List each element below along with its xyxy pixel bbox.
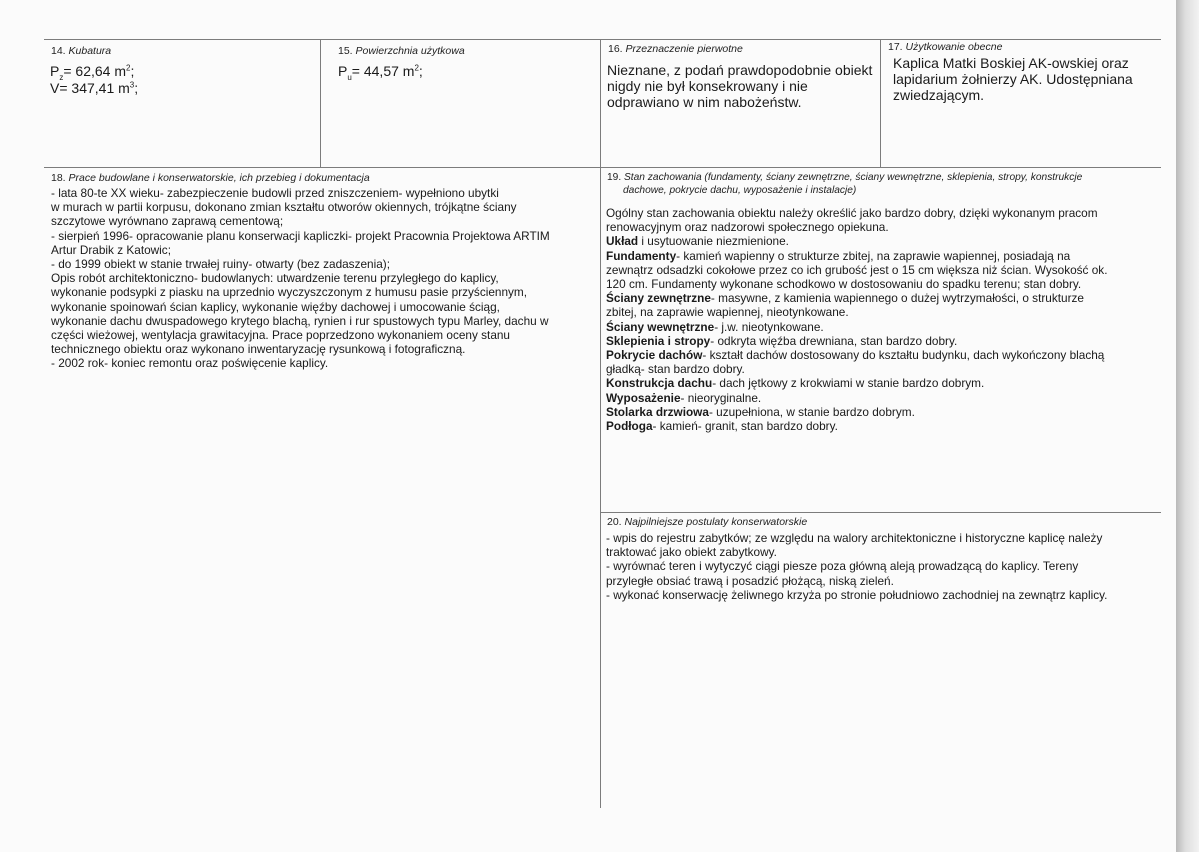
area-symbol: P bbox=[50, 63, 60, 79]
cell20-line: - wykonać konserwację żeliwnego krzyża po stronie południowo zachodniej na zewnątrz kaplicy. bbox=[606, 587, 1108, 602]
cell20-label bbox=[607, 516, 807, 528]
desc-pokrycie: - kształt dachów dostosowany do kształtu budynku, dach wykończony blachą bbox=[702, 348, 1105, 363]
col-divider-3 bbox=[880, 39, 881, 167]
cell18-line: wykonanie spoinowań ścian kaplicy, wykonanie więźby dachowej i umocowanie ściąg, bbox=[51, 299, 500, 314]
col-divider-main bbox=[600, 39, 601, 808]
cell18-label bbox=[51, 172, 370, 184]
cell19-item-konstrukcja bbox=[606, 376, 1166, 390]
page-edge-shadow bbox=[1176, 0, 1199, 852]
cell15-label bbox=[338, 45, 465, 57]
cell15-usable-area-value bbox=[338, 63, 423, 82]
term-sciany-zewnetrzne: Ściany zewnętrzne bbox=[606, 291, 711, 306]
desc-wyposazenie: - nieoryginalne. bbox=[680, 390, 762, 405]
cell20-line: - wpis do rejestru zabytków; ze względu na walory architektoniczne i historyczne kaplicę należy bbox=[606, 531, 1103, 545]
cell14-label bbox=[51, 45, 111, 57]
cell18-line: Opis robót architektoniczno- budowlanych: utwardzenie terenu przyległego do kaplicy, bbox=[51, 271, 499, 286]
desc-stolarka: - uzupełniona, w stanie bardzo dobrym. bbox=[708, 404, 915, 419]
cell18-title: Prace budowlane i konserwatorskie, ich przebieg i dokumentacja bbox=[68, 172, 370, 184]
volume-end: ; bbox=[134, 80, 139, 96]
cell18-body bbox=[51, 186, 596, 371]
desc-konstrukcja: - dach jętkowy z krokwiami w stanie bardzo dobrym. bbox=[712, 376, 985, 391]
desc-sciany-zewnetrzne: - masywne, z kamienia wapiennego o dużej wytrzymałości, o strukturze bbox=[710, 291, 1084, 306]
cell20-line: przyległe obsiać trawą i posadzić płożącą, niską zieleń. bbox=[606, 573, 894, 588]
cell15-num: 15. bbox=[338, 45, 353, 57]
cell18-line: - lata 80-te XX wieku- zabezpieczenie budowli przed zniszczeniem- wypełniono ubytki bbox=[51, 186, 499, 200]
col-divider-1 bbox=[320, 39, 321, 167]
cell19-item-sciany-wew bbox=[606, 320, 1166, 334]
cell18-line: wykonanie dachu dwuspadowego krytego blachą, rynien i rur spustowych typu Marley, dachu w bbox=[51, 313, 549, 328]
cell19-intro: renowacyjnym oraz nadzorowi społecznego opiekuna. bbox=[606, 220, 889, 235]
cell19-label-line1 bbox=[607, 171, 1167, 184]
cell19-intro: Ogólny stan zachowania obiektu należy określić jako bardzo dobry, dzięki wykonanym pracom bbox=[606, 206, 1098, 220]
desc-podloga: - kamień- granit, stan bardzo dobry. bbox=[652, 419, 838, 434]
cell20-line: traktować jako obiekt zabytkowy. bbox=[606, 545, 777, 560]
cell20-line: - wyrównać teren i wytyczyć ciągi piesze poza główną aleją prowadzącą do kaplicy. Tereny bbox=[606, 559, 1079, 574]
cell18-line: - 2002 rok- koniec remontu oraz poświęcenie kaplicy. bbox=[51, 356, 329, 371]
usable-exponent: 2 bbox=[414, 63, 419, 73]
cell19-label-line2: dachowe, pokrycie dachu, wyposażenie i instalacje) bbox=[623, 185, 857, 196]
usable-symbol: P bbox=[338, 63, 348, 79]
cell19-item-sciany-zew bbox=[606, 291, 1166, 305]
cell19-item-stolarka bbox=[606, 405, 1166, 419]
cell19-item-wyposazenie bbox=[606, 391, 1166, 405]
middle-rule bbox=[44, 167, 1161, 168]
desc-sklepienia: - odkryta więźba drewniana, stan bardzo dobry. bbox=[710, 333, 958, 348]
cell16-num: 16. bbox=[608, 43, 623, 55]
cell14-num: 14. bbox=[51, 45, 66, 57]
cell18-line: Artur Drabik z Katowic; bbox=[51, 242, 171, 257]
cell16-label bbox=[608, 43, 743, 55]
cell19-title: Stan zachowania (fundamenty, ściany zewnętrzne, ściany wewnętrzne, sklepienia, stropy, konstrukcje bbox=[624, 172, 1083, 183]
term-fundamenty: Fundamenty bbox=[606, 248, 677, 263]
cell18-line: wykonanie podsypki z piasku na uprzednio wyczyszczonym z humusu pasie przyściennym, bbox=[51, 285, 528, 300]
cell18-line: technicznego obiektu oraz wykonano inwentaryzację rysunkową i fotograficzną. bbox=[51, 342, 466, 357]
cell19-item-fundamenty-cont: zewnątrz odsadzki cokołowe przez co ich grubość jest o 15 cm większa niż ścian. Wysokość ok. bbox=[606, 262, 1108, 277]
top-rule bbox=[44, 39, 1161, 40]
cell19-num: 19. bbox=[607, 172, 622, 183]
term-uklad: Układ bbox=[606, 234, 639, 249]
cell20-body bbox=[606, 531, 1166, 602]
volume-number: V= 347,41 m bbox=[50, 80, 130, 96]
desc-fundamenty: - kamień wapienny o strukturze zbitej, na zaprawie wapiennej, posiadają na bbox=[676, 248, 1071, 263]
term-stolarka: Stolarka drzwiowa bbox=[606, 404, 709, 419]
cell16-title: Przeznaczenie pierwotne bbox=[625, 43, 743, 55]
cell20-num: 20. bbox=[607, 516, 622, 528]
cell19-item-podloga bbox=[606, 419, 1166, 433]
usable-subscript: u bbox=[347, 72, 352, 82]
cell19-item-sciany-zew-cont: zbitej, na zaprawie wapiennej, nieotynkowane. bbox=[606, 305, 849, 320]
cell18-line: części wieżowej, wentylacja grawitacyjna. Prace poprzedzono wykonaniem oceny stanu bbox=[51, 328, 510, 343]
cell18-line: - do 1999 obiekt w stanie trwałej ruiny- otwarty (bez zadaszenia); bbox=[51, 257, 390, 272]
cell19-item-sklepienia bbox=[606, 334, 1166, 348]
cell19-item-fundamenty-cont: 120 cm. Fundamenty wykonane schodkowo w dostosowaniu do spadku terenu; stan dobry. bbox=[606, 277, 1082, 292]
area-end: ; bbox=[130, 63, 135, 79]
desc-sciany-wewnetrzne: - j.w. nieotynkowane. bbox=[714, 319, 824, 334]
cell14-volume-value bbox=[50, 80, 138, 96]
area-number: = 62,64 m bbox=[63, 63, 126, 79]
term-sklepienia: Sklepienia i stropy bbox=[606, 333, 711, 348]
usable-end: ; bbox=[418, 63, 423, 79]
cell19-body bbox=[606, 206, 1166, 433]
term-konstrukcja: Konstrukcja dachu bbox=[606, 376, 713, 391]
cell18-line: - sierpień 1996- opracowanie planu konserwacji kapliczki- projekt Pracownia Projektowa ARTIM bbox=[51, 228, 550, 243]
cell19-item-pokrycie bbox=[606, 348, 1166, 362]
cell20-rule bbox=[600, 512, 1161, 513]
cell18-line: szczytowe wyrównano zaprawą cementową; bbox=[51, 214, 284, 229]
term-wyposazenie: Wyposażenie bbox=[606, 390, 681, 405]
cell17-label bbox=[888, 41, 1002, 53]
cell18-num: 18. bbox=[51, 172, 66, 184]
cell15-title: Powierzchnia użytkowa bbox=[355, 45, 465, 57]
cell17-text: Kaplica Matki Boskiej AK-owskiej oraz lapidarium żołnierzy AK. Udostępniana zwiedzającym. bbox=[893, 55, 1133, 103]
term-pokrycie: Pokrycie dachów bbox=[606, 348, 703, 363]
cell19-item-pokrycie-cont: gładką- stan bardzo dobry. bbox=[606, 362, 745, 377]
usable-number: = 44,57 m bbox=[351, 63, 415, 79]
term-sciany-wewnetrzne: Ściany wewnętrzne bbox=[606, 319, 715, 334]
desc-uklad: i usytuowanie niezmienione. bbox=[638, 234, 789, 249]
cell19-label bbox=[607, 171, 1167, 197]
cell17-num: 17. bbox=[888, 41, 903, 53]
cell19-item-fundamenty bbox=[606, 249, 1166, 263]
area-subscript: z bbox=[59, 72, 64, 82]
cell14-title: Kubatura bbox=[68, 45, 112, 57]
area-exponent: 2 bbox=[126, 63, 131, 73]
cell18-line: w murach w partii korpusu, dokonano zmian kształtu otworów okiennych, trójkątne ściany bbox=[51, 200, 517, 215]
cell14-area-value bbox=[50, 63, 135, 82]
cell16-text: Nieznane, z podań prawdopodobnie obiekt nigdy nie był konsekrowany i nie odprawiano w nim nabożeństw. bbox=[607, 62, 873, 110]
cell19-item-uklad bbox=[606, 234, 1166, 248]
volume-exponent: 3 bbox=[129, 80, 135, 90]
cell17-title: Użytkowanie obecne bbox=[905, 41, 1003, 53]
term-podloga: Podłoga bbox=[606, 419, 653, 434]
cell20-title: Najpilniejsze postulaty konserwatorskie bbox=[624, 516, 808, 528]
